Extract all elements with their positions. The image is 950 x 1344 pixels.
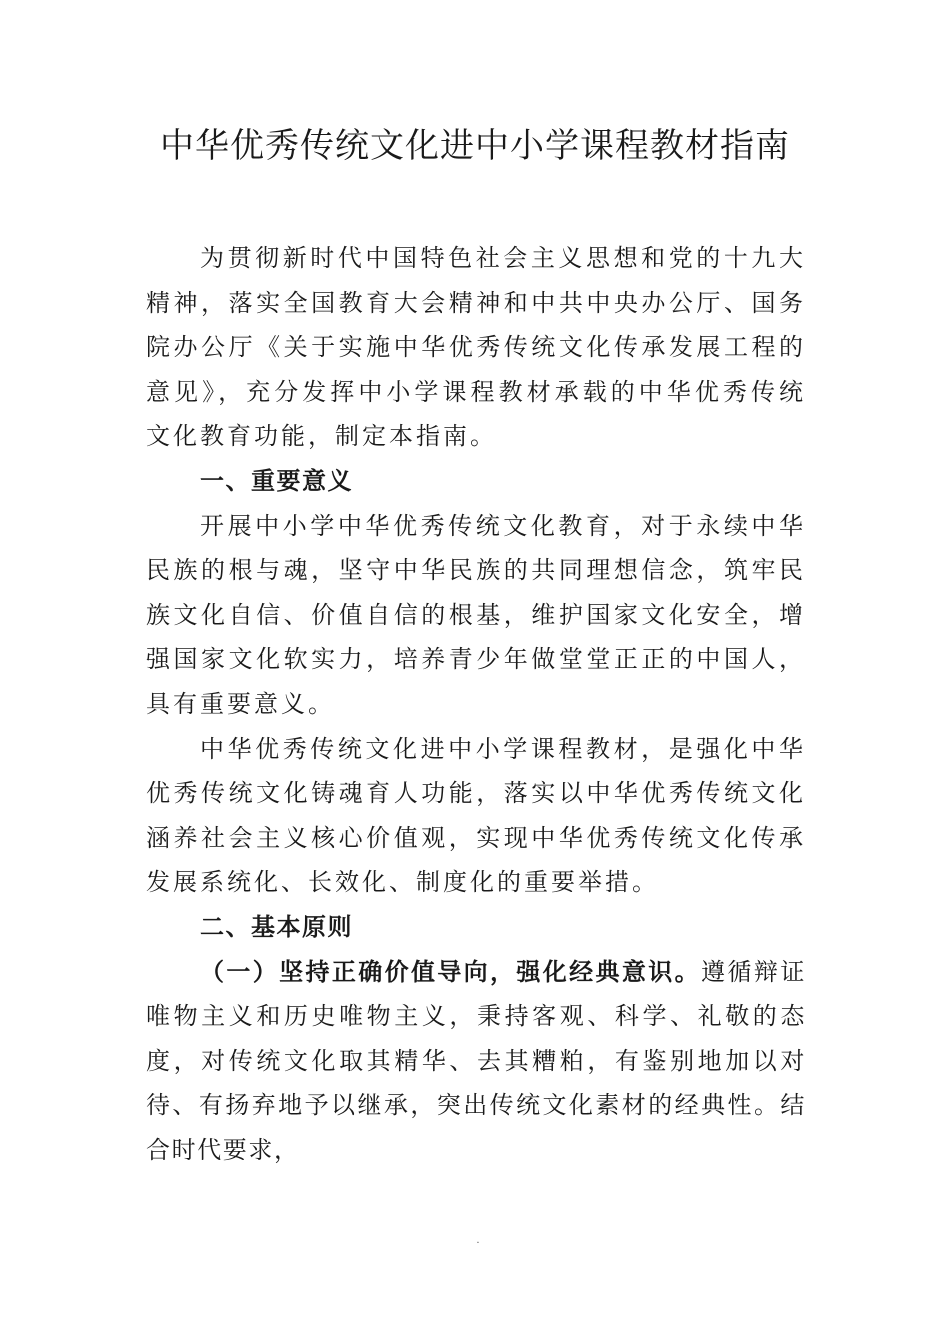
significance-paragraph-2: 中华优秀传统文化进中小学课程教材，是强化中华优秀传统文化铸魂育人功能，落实以中华优秀传统文化涵养社会主义核心价值观，实现中华优秀传统文化传承发展系统化、长效化、制度化的重要举措。: [146, 734, 806, 897]
document-body: [146, 236, 806, 1172]
document-title: 中华优秀传统文化进中小学课程教材指南: [160, 126, 790, 166]
section-heading-principles: 二、基本原则: [200, 912, 353, 941]
principle-paragraph-1: [146, 950, 806, 1173]
principle-1-lead: （一）坚持正确价值导向，强化经典意识。: [200, 957, 701, 986]
intro-paragraph: 为贯彻新时代中国特色社会主义思想和党的十九大精神，落实全国教育大会精神和中共中央办公厅、国务院办公厅《关于实施中华优秀传统文化传承发展工程的意见》，充分发挥中小学课程教材承载的中华优秀传统文化教育功能，制定本指南。: [146, 244, 806, 451]
significance-paragraph-1: 开展中小学中华优秀传统文化教育，对于永续中华民族的根与魂，坚守中华民族的共同理想信念，筑牢民族文化自信、价值自信的根基，维护国家文化安全，增强国家文化软实力，培养青少年做堂堂正正的中国人，具有重要意义。: [146, 511, 806, 718]
page-footer-mark: ·: [476, 1238, 480, 1249]
section-heading-significance: 一、重要意义: [200, 466, 353, 495]
principle-1-text: 遵循辩证唯物主义和历史唯物主义，秉持客观、科学、礼敬的态度，对传统文化取其精华、去其糟粕，有鉴别地加以对待、有扬弃地予以继承，突出传统文化素材的经典性。结合时代要求，: [146, 957, 807, 1164]
